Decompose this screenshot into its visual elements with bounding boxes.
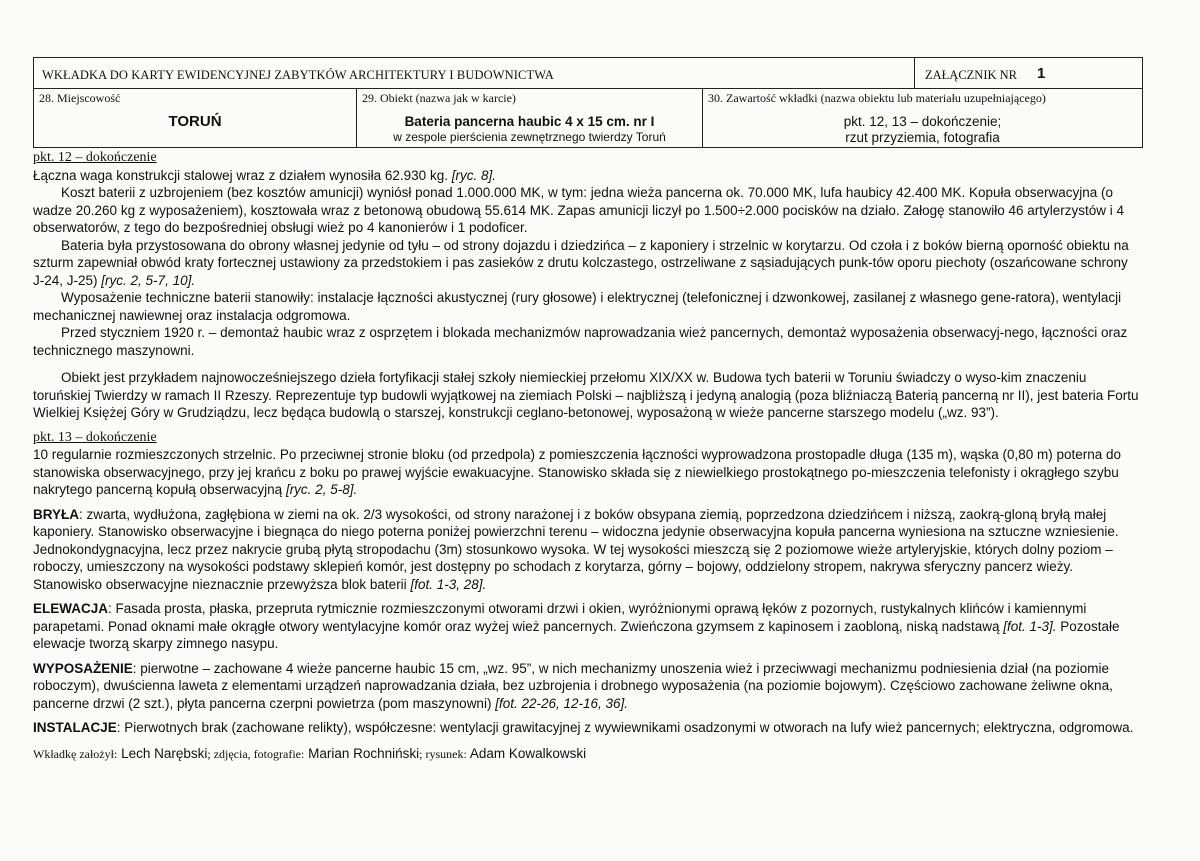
photo-label: ; zdjęcia, fotografie: <box>207 746 305 761</box>
document-title: WKŁADKA DO KARTY EWIDENCYJNEJ ZABYTKÓW ARCHITEKTURY I BUDOWNICTWA <box>42 68 554 82</box>
section-12-paragraph-6: Obiekt jest przykładem najnowocześniejszego dzieła fortyfikacji stałej szkoły niemieckiej przełomu XIX/XX w. Budowa tych baterii w Toruniu świadczy o wyso-kim znaczeniu toruńskiej Twierdzy w ramach II Rzeszy. Reprezentuje typ budowli wyjątkowej na ziemiach Polski – najbliższą i jedyną analogią (poza bliźniaczą Baterią pancerną nr II), jest bateria Fortu Wielkiej Księżej Góry w Grudziądzu, lecz będąca budowlą o starszej, konstrukcji ceglano-betonowej, wyposażoną w wieże pancerne starszego modelu („wz. 93”). <box>33 370 1139 420</box>
annex-box <box>914 58 1143 88</box>
reference: [fot. 22-26, 12-16, 36]. <box>495 695 629 711</box>
spacer <box>33 712 1141 719</box>
text: : zwarta, wydłużona, zagłębiona w ziemi na ok. 2/3 wysokości, od strony narażonej i z boków obsypana ziemią, poprzedzona dziedzińcem i niższą, zaokrą-gloną bryłą małej kaponiery. Stanowisko obserwacyjne i biegnąca do niego poterna poniżej powierzchni terenu – widoczna jedynie obserwacyjna kopuła pancerna wyniesiona na sztuczne wzniesienie. Jednokondygnacyjna, lecz przez nakrycie grubą płytą stropodachu (3m) stosunkowo wysoka. W tej wysokości mieszczą się 2 poziomowe wieże artyleryjskie, których dolny poziom – roboczy, umieszczony na wysokości podstawy sklepień komór, jest dostępny po schodach z korytarza, górny – bojowy, oddzielony stropem, nakrywa sferyczny pancerz wieży. Stanowisko obserwacyjne nieznacznie przewyższa blok baterii <box>33 506 1119 592</box>
section-12-heading: pkt. 12 – dokończenie <box>33 150 157 165</box>
location-cell <box>34 89 356 147</box>
spacer <box>33 653 1141 660</box>
spacer <box>33 422 1141 429</box>
footer-credits <box>33 745 1141 764</box>
header-frame <box>33 57 1143 148</box>
object-label: 29. Obiekt (nazwa jak w karcie) <box>362 91 516 105</box>
reference: [ryc. 2, 5-7, 10]. <box>101 272 196 288</box>
text: : Pierwotnych brak (zachowane relikty), współczesne: wentylacji grawitacyjnej z wywiewnikami osadzonymi w otworach na lufy wież pancernych; elektryczna, odgromowa. <box>116 720 1134 735</box>
text: : pierwotne – zachowane 4 wieże pancerne haubic 15 cm, „wz. 95”, w nich mechanizmy unoszenia wież i przeciwwagi mechanizmu podniesienia dział (na poziomie roboczym), dwuścienna laweta z elementami urządzeń naprowadzania działa, bez uzbrojenia i drobnego wyposażenia (na poziomie bojowym). Częściowo zachowane żeliwne okna, pancerne drzwi (2 szt.), płyta pancerna czerpni powietrza (pom maszynowni) <box>33 660 1113 711</box>
spacer <box>33 499 1141 506</box>
text: 10 regularnie rozmieszczonych strzelnic. Po przeciwnej stronie bloku (od przedpola) z pomieszczenia łączności wyprowadzona prostopadle długa (135 m), wąska (0,80 m) poterna do stanowiska obserwacyjnego, przy jej krańcu z boku po prawej wyjście ewakuacyjne. Stanowisko składa się z niewielkiego prostokątnego po-mieszczenia telefonisty i okrągłego szybu nakrytego pancerną kopułą obserwacyjną <box>33 447 1122 497</box>
instalacje-label: INSTALACJE <box>33 720 117 735</box>
wyposazenie-paragraph <box>33 660 1141 713</box>
section-12-paragraph-5: Przed styczniem 1920 r. – demontaż haubic wraz z osprzętem i blokada mechanizmów naprowadzania wież pancernych, demontaż wyposażenia obserwacyj-nego, łączności oraz technicznego maszynowni. <box>33 325 1128 358</box>
reference: [fot. 1-3, 28]. <box>410 576 487 592</box>
reference: [ryc. 8]. <box>451 167 496 183</box>
object-value: Bateria pancerna haubic 4 x 15 cm. nr I <box>404 114 655 129</box>
object-cell <box>356 89 702 147</box>
drawing-author: Adam Kowalkowski <box>469 745 587 761</box>
photo-author: Marian Rochniński <box>308 745 420 761</box>
section-13-heading: pkt. 13 – dokończenie <box>33 429 157 445</box>
location-value: TORUŃ <box>168 113 222 130</box>
document-body <box>33 149 1141 763</box>
reference: [fot. 1-3]. <box>1003 618 1057 634</box>
section-12-paragraph-4: Wyposażenie techniczne baterii stanowiły: instalacje łączności akustycznej (rury głosowe) i elektrycznej (telefonicznej i dzwonkowej, zasilanej z własnego gene-ratora), wentylacji mechanicznej nawiewnej oraz instalacja odgromowa. <box>33 290 1122 323</box>
section-12-paragraph-1 <box>33 167 1141 185</box>
author-name: Lech Narębski <box>121 745 208 761</box>
instalacje-paragraph <box>33 719 1141 737</box>
section-12-paragraph-2: Koszt baterii z uzbrojeniem (bez kosztów amunicji) wyniósł ponad 1.000.000 MK, w tym: jedna wieża pancerna ok. 70.000 MK, lufa haubicy 42.400 MK. Kopuła obserwacyjna (o wadze 20.260 kg z wyposażeniem), kosztowała wraz z betonową obudową 55.614 MK. Zapas amunicji liczył po 1.500÷2.000 pocisków na działo. Załogę stanowiło 46 artylerzystów i 4 obserwatorów, z tego do bezpośredniej obsługi wież po 4 kanonierów i 1 podoficer. <box>33 185 1124 235</box>
contents-label: 30. Zawartość wkładki (nazwa obiektu lub materiału uzupełniającego) <box>708 91 1046 105</box>
bryla-label: BRYŁA <box>33 506 79 522</box>
object-subtitle: w zespole pierścienia zewnętrznego twierdzy Toruń <box>393 130 666 144</box>
annex-number: 1 <box>1037 65 1046 82</box>
contents-line-1: pkt. 12, 13 – dokończenie; <box>843 114 1002 129</box>
text: Łączna waga konstrukcji stalowej wraz z działem wynosiła 62.930 kg. <box>33 167 448 183</box>
section-13-paragraph-1 <box>33 446 1141 499</box>
elewacja-paragraph <box>33 600 1141 653</box>
text: Pozostałe elewacje tworzą skarpy zimnego nasypu. <box>33 618 1120 651</box>
elewacja-label: ELEWACJA <box>33 601 109 616</box>
annex-label: ZAŁĄCZNIK NR <box>925 68 1018 82</box>
text: Bateria była przystosowana do obrony własnej jedynie od tyłu – od strony dojazdu i dziedzińca – z kaponiery i strzelnic w korytarzu. Od czoła i z boków bierną oporność obiektu na szturm zapewniał obwód kraty fortecznej ustawiony za przedstokiem i pas zasieków z drutu kolczastego, ostrzeliwane z sąsiadujących punk-tów oporu piechoty (oszańcowane schrony J-24, J-25) <box>33 237 1129 288</box>
drawing-label: ; rysunek: <box>419 746 467 761</box>
wyposazenie-label: WYPOSAŻENIE <box>33 660 133 676</box>
document-page <box>33 57 1141 763</box>
spacer <box>33 593 1141 600</box>
contents-line-2: rzut przyziemia, fotografia <box>845 130 1000 145</box>
text: : Fasada prosta, płaska, przepruta rytmicznie rozmieszczonymi otworami drzwi i okien, wyróżnionymi oprawą łęków z pozornych, rustykalnych klińców i kamiennymi parapetami. Ponad oknami małe okrągłe otwory wentylacyjne komór oraz wyżej wież pancernych. Zwieńczona gzymsem z kapinosem i zaobloną, niską nadstawą <box>33 601 1087 634</box>
reference: [ryc. 2, 5-8]. <box>285 482 358 497</box>
location-label: 28. Miejscowość <box>39 91 121 105</box>
contents-cell <box>702 89 1142 147</box>
header-fields-row <box>34 89 1142 147</box>
bryla-paragraph <box>33 506 1141 594</box>
header-title-row <box>34 58 1142 89</box>
spacer <box>33 359 1141 369</box>
author-label: Wkładkę założył: <box>33 746 118 761</box>
section-12-paragraph-3 <box>33 237 1141 290</box>
